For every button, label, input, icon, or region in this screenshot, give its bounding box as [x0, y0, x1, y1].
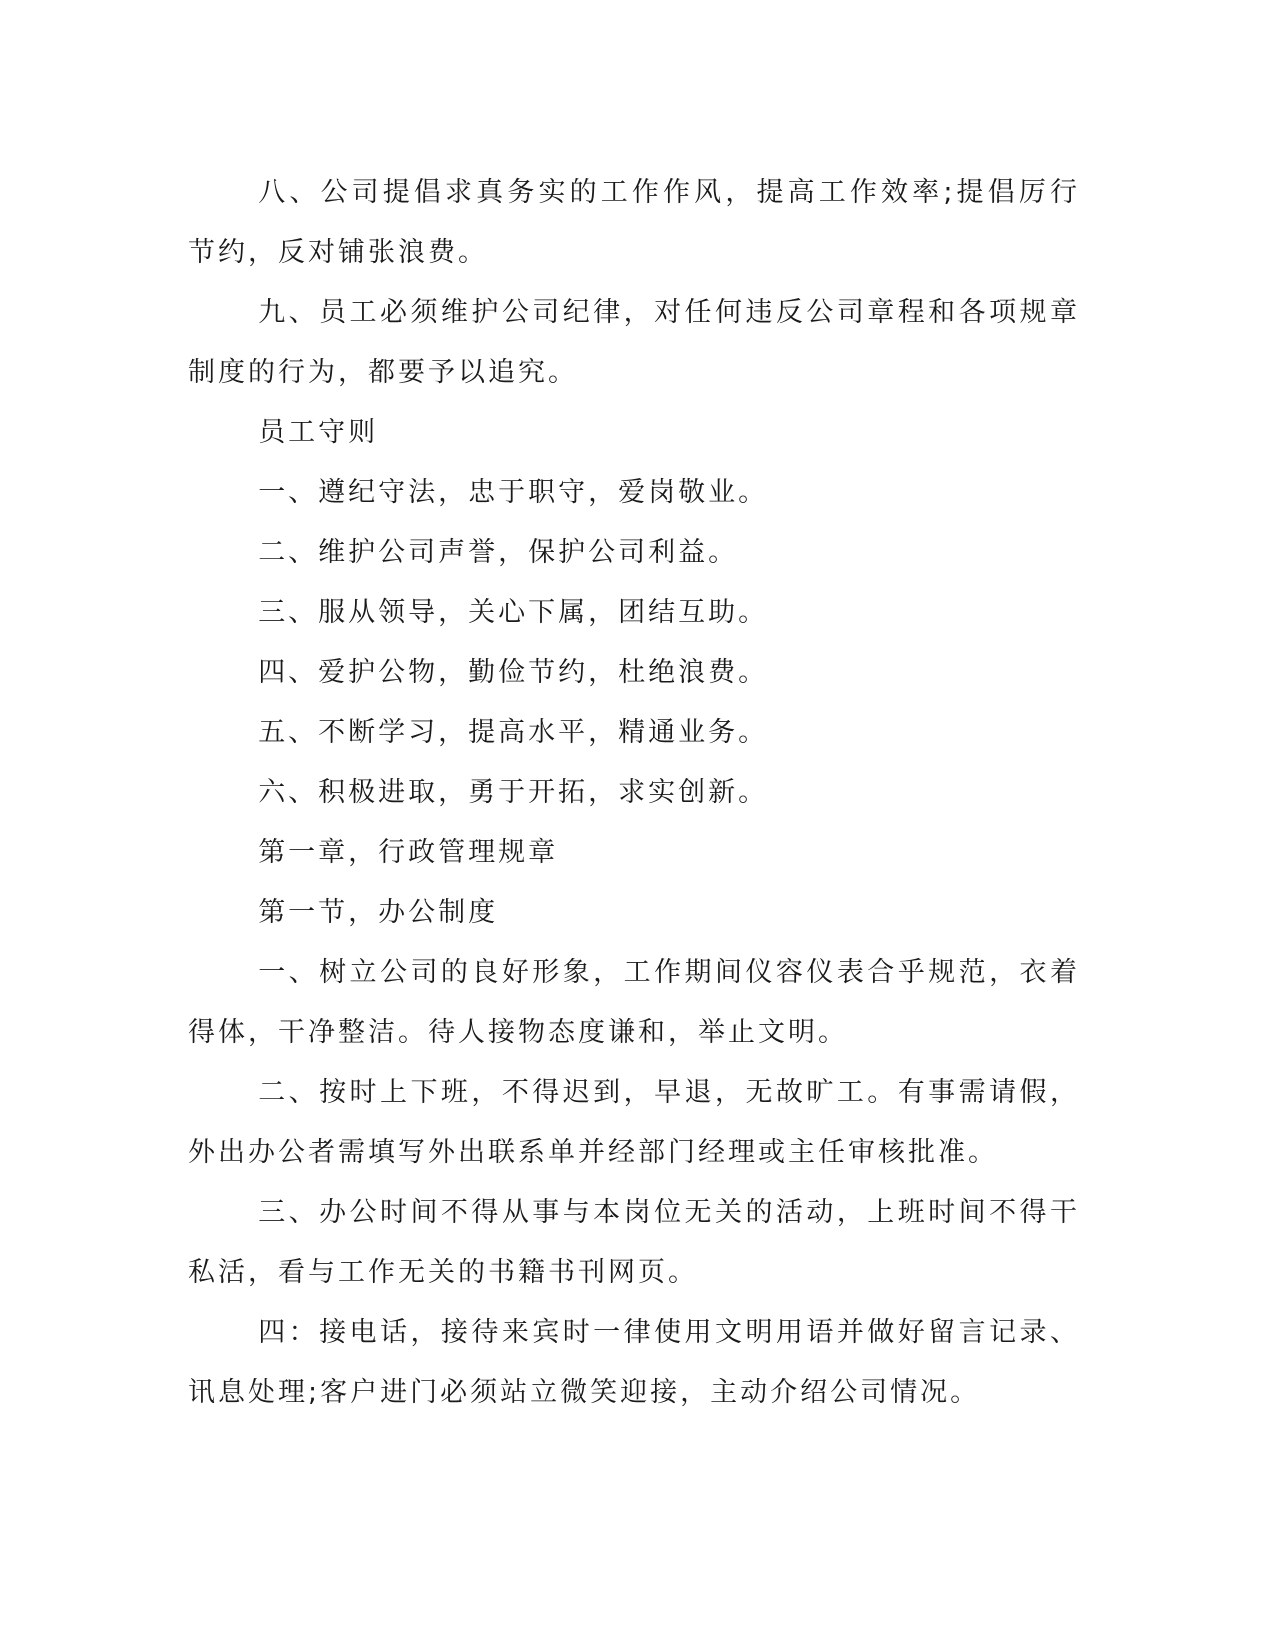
paragraph-article-8: 八、公司提倡求真务实的工作作风，提高工作效率;提倡厉行节约，反对铺张浪费。 — [188, 177, 1080, 268]
rule-item-5: 五、不断学习，提高水平，精通业务。 — [258, 717, 769, 748]
office-rule-4: 四：接电话，接待来宾时一律使用文明用语并做好留言记录、讯息处理;客户进门必须站立微笑迎接，主动介绍公司情况。 — [188, 1317, 1080, 1408]
paragraph-article-9: 九、员工必须维护公司纪律，对任何违反公司章程和各项规章制度的行为，都要予以追究。 — [188, 297, 1080, 388]
rule-item-3: 三、服从领导，关心下属，团结互助。 — [258, 597, 769, 628]
rule-item-6: 六、积极进取，勇于开拓，求实创新。 — [258, 777, 769, 808]
document-body — [188, 163, 1080, 1423]
office-rule-2: 二、按时上下班，不得迟到，早退，无故旷工。有事需请假，外出办公者需填写外出联系单并经部门经理或主任审核批准。 — [188, 1077, 1080, 1168]
section-heading-office-system: 第一节，办公制度 — [258, 897, 499, 928]
chapter-heading: 第一章，行政管理规章 — [258, 837, 559, 868]
office-rule-1: 一、树立公司的良好形象，工作期间仪容仪表合乎规范，衣着得体，干净整洁。待人接物态度谦和，举止文明。 — [188, 957, 1080, 1048]
section-heading-employee-rules: 员工守则 — [258, 417, 379, 448]
rule-item-1: 一、遵纪守法，忠于职守，爱岗敬业。 — [258, 477, 769, 508]
rule-item-2: 二、维护公司声誉，保护公司利益。 — [258, 537, 739, 568]
rule-item-4: 四、爱护公物，勤俭节约，杜绝浪费。 — [258, 657, 769, 688]
office-rule-3: 三、办公时间不得从事与本岗位无关的活动，上班时间不得干私活，看与工作无关的书籍书刊网页。 — [188, 1197, 1080, 1288]
